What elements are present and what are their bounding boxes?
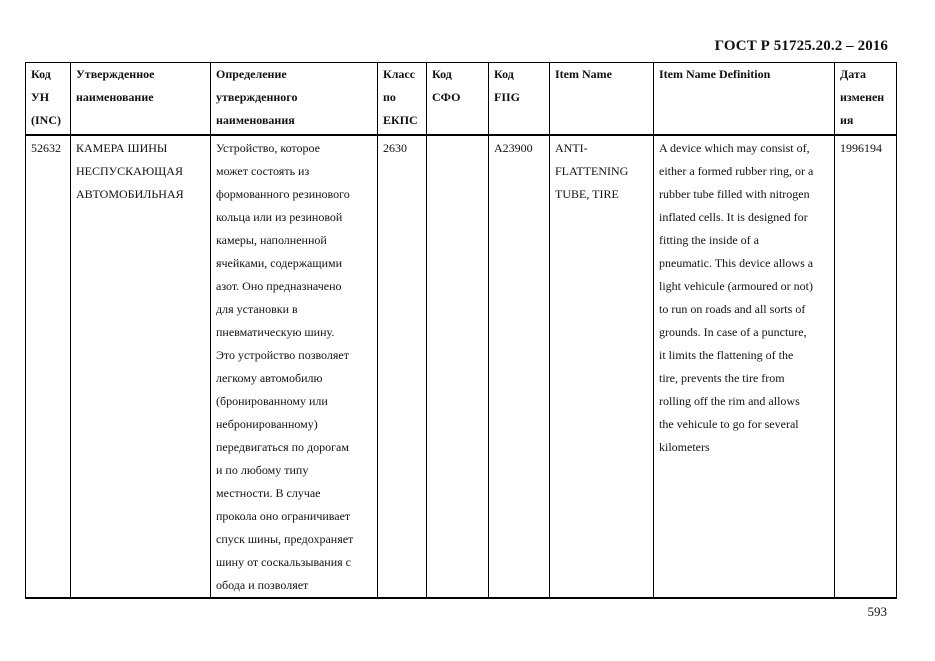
page-number: 593 [867, 604, 887, 619]
table-header-row [26, 63, 897, 135]
cell-approved-name: КАМЕРА ШИНЫ НЕСПУСКАЮЩАЯ АВТОМОБИЛЬНАЯ [71, 135, 211, 598]
document-standard-header: ГОСТ Р 51725.20.2 – 2016 [714, 38, 888, 54]
cell-fiig-code: A23900 [489, 135, 550, 598]
table-row [26, 135, 897, 598]
cell-definition: Устройство, которое может состоять из формованного резинового кольца или из резиновой камеры, наполненной ячейками, содержащими азот. Оно предназначено для установки в пневматическую шину. Это устройство позволяет легкому автомобилю (бронированному или небронированному) передвигаться по дорогам и по любому типу местности. В случае прокола оно ограничивает спуск шины, предохраняет шину от соскальзывания с обода и позволяет [211, 135, 378, 598]
cell-change-date: 1996194 [835, 135, 897, 598]
column-header-approved-name: Утвержденное наименование [71, 63, 211, 135]
cell-ekps-class: 2630 [378, 135, 427, 598]
cell-inc: 52632 [26, 135, 71, 598]
cell-sfo-code [427, 135, 489, 598]
cell-item-name: ANTI- FLATTENING TUBE, TIRE [550, 135, 654, 598]
column-header-sfo-code: Код СФО [427, 63, 489, 135]
cell-item-name-definition: A device which may consist of, either a formed rubber ring, or a rubber tube filled with nitrogen inflated cells. It is designed for fitting the inside of a pneumatic. This device allows a light vehicule (armoured or not) to run on roads and all sorts of grounds. In case of a puncture, it limits the flattening of the tire, prevents the tire from rolling off the rim and allows the vehicule to go for several kilometers [654, 135, 835, 598]
column-header-inc: Код УН (INC) [26, 63, 71, 135]
column-header-definition: Определение утвержденного наименования [211, 63, 378, 135]
classification-table [25, 62, 897, 599]
column-header-item-name: Item Name [550, 63, 654, 135]
column-header-item-name-definition: Item Name Definition [654, 63, 835, 135]
column-header-fiig-code: Код FIIG [489, 63, 550, 135]
column-header-ekps-class: Класс по ЕКПС [378, 63, 427, 135]
column-header-change-date: Дата изменен ия [835, 63, 897, 135]
